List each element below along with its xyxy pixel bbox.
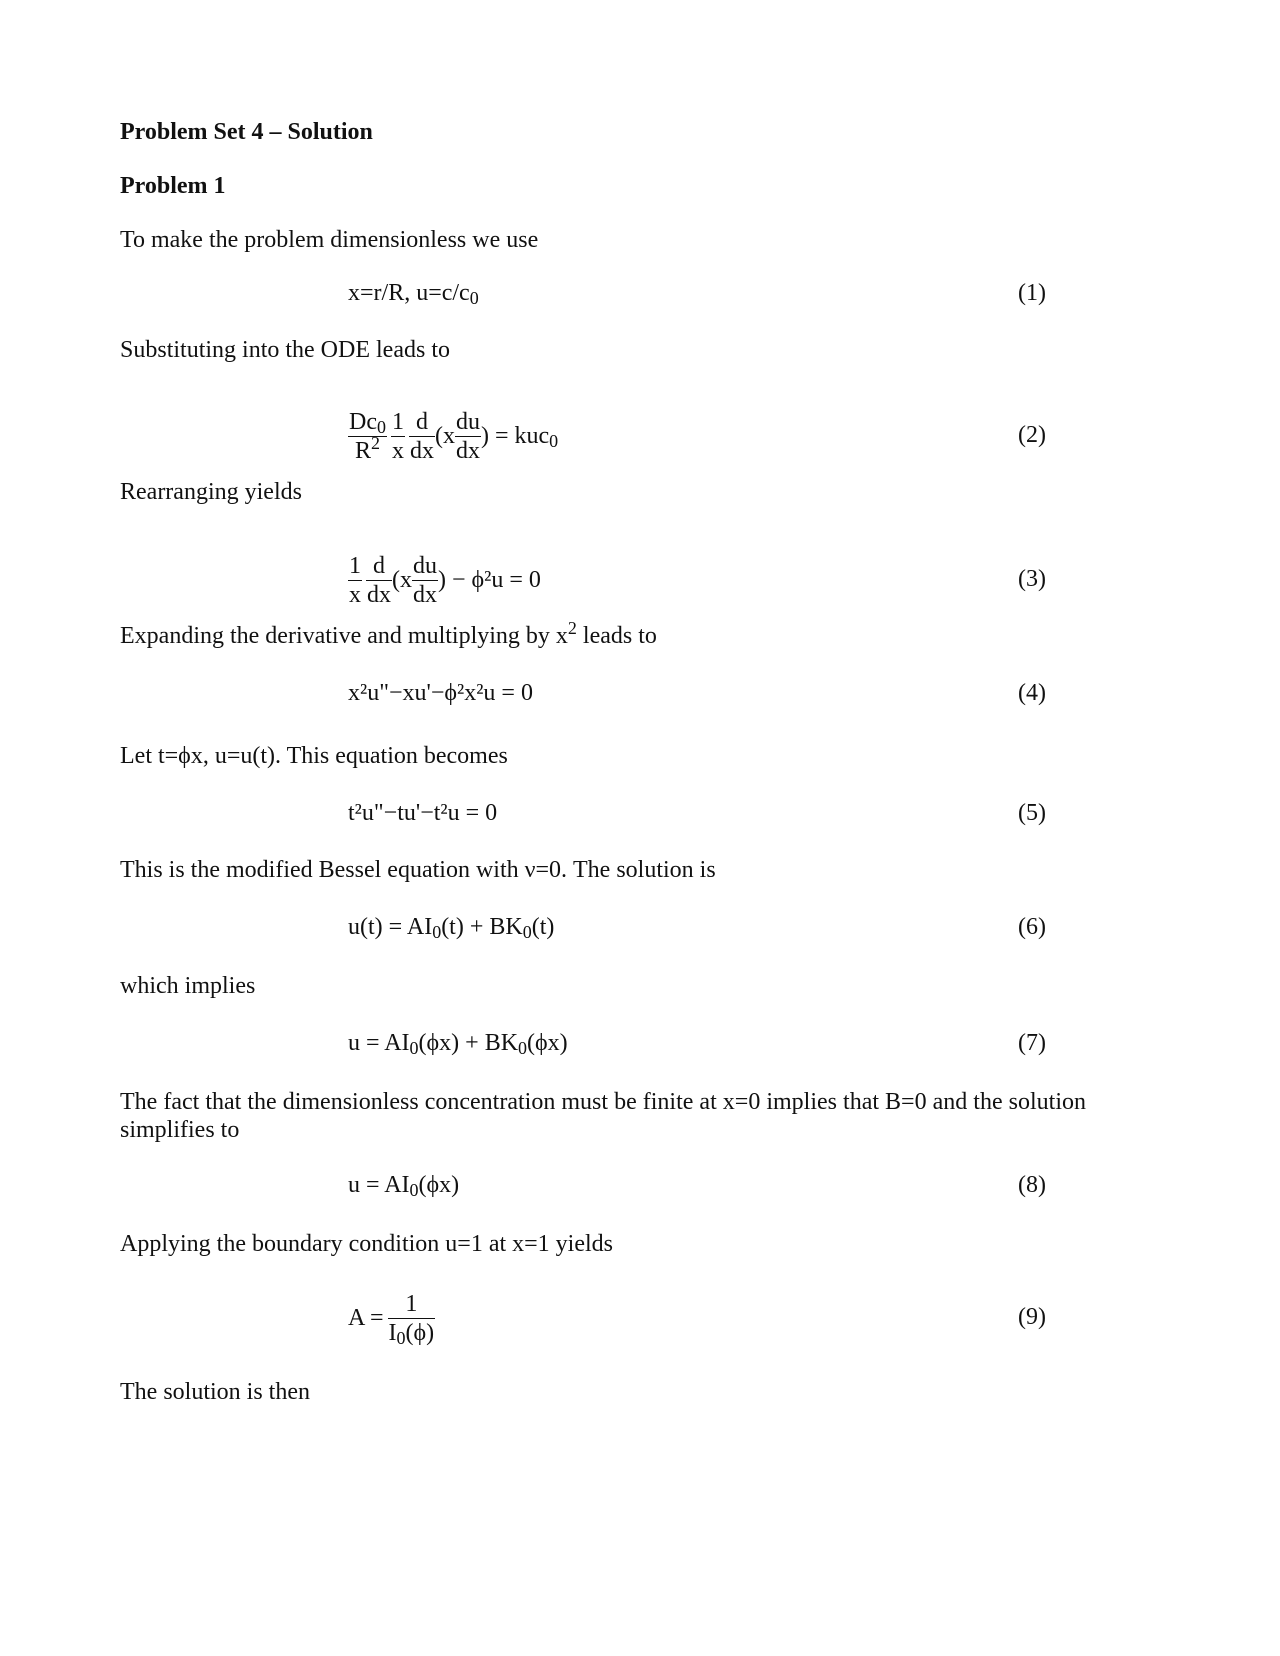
problem-heading: Problem 1: [120, 173, 226, 199]
equation-9: A = $\frac{1}{I_0(\phi)}$: [348, 1291, 435, 1348]
paragraph-5: Let t=ϕx, u=u(t). This equation becomes: [120, 743, 508, 769]
equation-number-6: (6): [1018, 914, 1046, 940]
paragraph-3: Rearranging yields: [120, 479, 302, 505]
paragraph-2: Substituting into the ODE leads to: [120, 337, 450, 363]
paragraph-10: The solution is then: [120, 1379, 310, 1405]
equation-7: $u = AI_0(\phi x) + BK_0(\phi x)$: [348, 1030, 568, 1058]
equation-3: $\frac{1}{x}$ $\frac{d}{dx}$ (x $\frac{du}{dx}$ ) − ϕ²u = 0: [349, 553, 541, 608]
equation-number-8: (8): [1018, 1172, 1046, 1198]
equation-6: $u(t) = AI_0(t) + BK_0(t)$: [348, 914, 555, 942]
equation-number-2: (2): [1018, 422, 1046, 448]
paragraph-8: The fact that the dimensionless concentration must be finite at x=0 implies that B=0 and the solution simplifies to: [120, 1089, 1086, 1143]
equation-8: $u = AI_0(\phi x)$: [348, 1172, 460, 1200]
equation-number-1: (1): [1018, 280, 1046, 306]
paragraph-9: Applying the boundary condition u=1 at x=1 yields: [120, 1231, 614, 1257]
paragraph-7: which implies: [120, 973, 256, 999]
paragraph-1: To make the problem dimensionless we use: [120, 227, 539, 253]
paragraph-6: This is the modified Bessel equation with ν=0. The solution is: [120, 857, 716, 883]
equation-number-3: (3): [1018, 566, 1046, 592]
equation-number-9: (9): [1018, 1304, 1046, 1330]
equation-5: t²u"−tu'−t²u = 0: [348, 800, 498, 826]
equation-1: x=r/R, $u=c/c_0$: [348, 280, 479, 308]
equation-4: x²u"−xu'−ϕ²x²u = 0: [348, 680, 533, 706]
page-title: Problem Set 4 – Solution: [120, 119, 373, 145]
paragraph-4: Expanding the derivative and multiplying by $x^2$ leads to: [120, 618, 657, 649]
equation-number-4: (4): [1018, 680, 1046, 706]
equation-number-7: (7): [1018, 1030, 1046, 1056]
equation-number-5: (5): [1018, 800, 1046, 826]
equation-2: $\frac{Dc_0}{R^2}$ $\frac{1}{x}$ $\frac{d}{dx}$ (x $\frac{du}{dx}$ ) = kuc$_0$: [349, 409, 559, 464]
